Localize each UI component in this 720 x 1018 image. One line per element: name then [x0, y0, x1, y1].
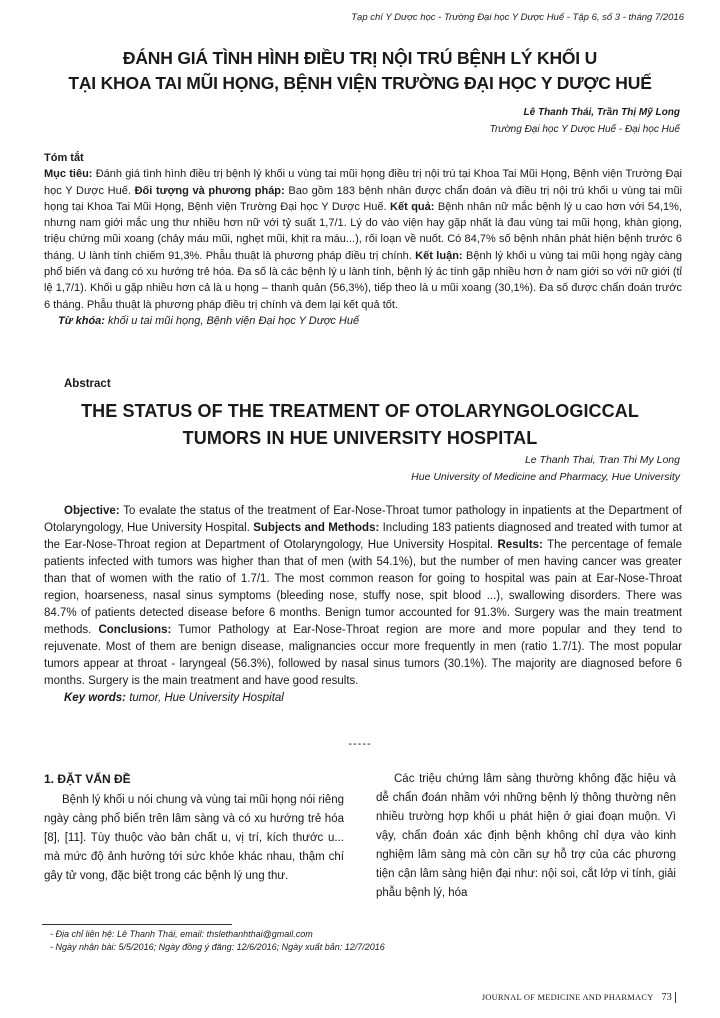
section-1-right-text: Các triệu chứng lâm sàng thường không đặc hiệu và dễ chẩn đoán nhầm với những bệnh lý thông thường nên nhiều trường hợp khối u phát hiện ở giai đoạn muộn. Vì vậy, chẩn đoán xác định bệnh không chỉ dựa vào kinh nghiệm lâm sàng mà còn cần sự hỗ trợ của các phương tiện cận lâm sàng hiện đại như: nội soi, cắt lớp vi tính, giải phẫu bệnh lý, hóa — [376, 773, 676, 899]
summary-keywords-text: khối u tai mũi họng, Bệnh viện Đại học Y Dược Huế — [104, 314, 360, 327]
summary-results-label: Kết quả: — [390, 200, 435, 213]
summary-keywords-label: Từ khóa: — [58, 314, 105, 327]
english-title — [40, 398, 680, 452]
right-column — [376, 770, 676, 903]
left-column — [44, 770, 344, 886]
abstract-keywords — [44, 690, 682, 707]
abstract-results-text: The percentage of female patients infected with tumors was higher than that of men (with 54.1%), but the number of men having cancer was greater than that of women with the ratio of 1.7/1. The most common reason for going to hospital was pain at Ear-Nose-Throat region, hoarseness, nasal sinus symptoms (bleeding nose, stuffy nose, spit blood ...), swallowing disorders. There was 84.7% of patients detected disease before 6 months. Benign tumor accounted for 91.3%. Surgery was the main treatment methods. — [44, 539, 682, 636]
abstract-methods-label: Subjects and Methods: — [253, 522, 380, 534]
footnote-rule — [42, 924, 232, 925]
abstract-objective-text: To evalate the status of the treatment of Ear-Nose-Throat tumor pathology in inpatients at the Department of Otolaryngology, Hue University Hospital. — [44, 505, 682, 534]
summary-objective-label: Mục tiêu: — [44, 168, 93, 181]
page-number: 73 — [662, 992, 676, 1003]
abstract-paragraph — [44, 503, 682, 690]
running-head: Tạp chí Y Dược học - Trường Đại học Y Dược Huế - Tập 6, số 3 - tháng 7/2016 — [351, 12, 684, 23]
summary-heading: Tóm tắt — [44, 152, 84, 164]
section-1-left-text: Bệnh lý khối u nói chung và vùng tai mũi họng nói riêng ngày càng phổ biến trên lâm sàng và có xu hướng trẻ hóa [8], [11]. Tùy thuộc vào bản chất u, vị trí, kích thước u... mà mức độ ảnh hưởng tới sức khỏe khác nhau, thậm chí gây tử vong, đặc biệt trong các bệnh lý ung thư. — [44, 794, 344, 882]
abstract-keywords-label: Key words: — [64, 692, 126, 704]
summary-paragraph — [44, 168, 682, 310]
english-title-line-2: TUMORS IN HUE UNIVERSITY HOSPITAL — [182, 428, 538, 448]
section-divider: ----- — [348, 738, 372, 750]
vietnamese-affiliation: Trường Đại học Y Dược Huế - Đại học Huế — [489, 124, 680, 135]
english-authors: Le Thanh Thai, Tran Thi My Long — [524, 454, 680, 466]
english-affiliation: Hue University of Medicine and Pharmacy, Hue University — [411, 471, 680, 483]
abstract-objective-label: Objective: — [64, 505, 120, 517]
summary-methods-label: Đối tượng và phương pháp: — [134, 184, 285, 197]
vietnamese-title — [40, 46, 680, 96]
english-abstract — [44, 503, 682, 707]
vietnamese-title-line-2: TẠI KHOA TAI MŨI HỌNG, BỆNH VIỆN TRƯỜNG ĐẠI HỌC Y DƯỢC HUẾ — [68, 73, 652, 93]
journal-footer — [482, 992, 676, 1003]
footnote-contact: - Địa chỉ liên hệ: Lê Thanh Thái, email: thslethanhthai@gmail.com — [50, 929, 313, 939]
journal-name: JOURNAL OF MEDICINE AND PHARMACY — [481, 992, 654, 1002]
english-title-line-1: THE STATUS OF THE TREATMENT OF OTOLARYNGOLOGICCAL — [81, 401, 639, 421]
summary-methods-text: Bao gồm 183 bệnh nhân được chẩn đoán và điều trị nội trú khối u vùng tai mũi họng tại Khoa Tai Mũi Họng, Bệnh viện Trường Đại học Y Dược Huế. — [44, 184, 683, 213]
abstract-conclusion-text: Tumor Pathology at Ear-Nose-Throat region are more and more popular and they tend to rejuvenate. Most of them are benign disease, malignancies occur more frequently in men (ratio 1.7/1). The most popular tumors appear at throat - laryngeal (56.3%), followed by nasal sinus tumors (30.1%). The majority are diagnosed before 6 months. Surgery is the main treatment and have good results. — [44, 624, 682, 687]
english-authors-block — [411, 452, 680, 486]
summary-results-text: Bệnh nhân nữ mắc bệnh lý u cao hơn với 54,1%, nhưng nam giới mắc ung thư nhiều hơn nữ với tỷ suất 1,7/1. Lý do vào viện hay gặp nhất là đau vùng tai mũi họng, khàn giọng, triệu chứng mũi xoang (chảy máu mũi, nghẹt mũi, khịt ra máu...), rối loạn về nuốt. Có 84,7% số bệnh nhân phát hiện bệnh trước 6 tháng. U lành tính chiếm 91,3%. Phẫu thuật là phương pháp điều trị chính. — [44, 200, 682, 262]
vietnamese-authors: Lê Thanh Thái, Trần Thị Mỹ Long — [523, 107, 680, 118]
footnote-dates: - Ngày nhận bài: 5/5/2016; Ngày đồng ý đăng: 12/6/2016; Ngày xuất bản: 12/7/2016 — [50, 942, 385, 952]
abstract-conclusion-label: Conclusions: — [98, 624, 172, 636]
vietnamese-summary — [44, 150, 682, 329]
abstract-results-label: Results: — [497, 539, 543, 551]
summary-conclusion-text: Bệnh lý khối u vùng tai mũi họng ngày càng phổ biến và đang có xu hướng trẻ hóa. Đa số là các bệnh lý u lành tính, bệnh lý ác tính gặp nhiều hơn ở nam giới so với nữ giới (tỉ lệ 1,7/1). Khối u gặp nhiều hơn cả là u họng – thanh quản (56,3%), tiếp theo là u mũi xoang (30,1%). Đa số được chẩn đoán trước 6 tháng. Phẫu thuật là phương pháp điều trị chính và đem lại kết quả tốt. — [44, 249, 682, 311]
summary-conclusion-label: Kết luận: — [415, 249, 463, 262]
vietnamese-authors-block — [490, 104, 680, 138]
vietnamese-title-line-1: ĐÁNH GIÁ TÌNH HÌNH ĐIỀU TRỊ NỘI TRÚ BỆNH LÝ KHỐI U — [122, 48, 598, 68]
footnotes — [50, 928, 385, 954]
summary-keywords — [44, 313, 682, 329]
summary-objective-text: Đánh giá tình hình điều trị bệnh lý khối u vùng tai mũi họng điều trị nội trú tại Khoa Tai Mũi Họng, Bệnh viện Trường Đại học Y Dược Huế. — [44, 168, 683, 197]
section-1-heading: 1. ĐẶT VẤN ĐỀ — [44, 772, 131, 786]
abstract-heading: Abstract — [64, 378, 111, 390]
abstract-keywords-text: tumor, Hue University Hospital — [126, 692, 284, 704]
abstract-methods-text: Including 183 patients diagnosed and treated with tumor at the Ear-Nose-Throat region at Department of Otolaryngology, Hue University Hospital. — [44, 522, 683, 551]
